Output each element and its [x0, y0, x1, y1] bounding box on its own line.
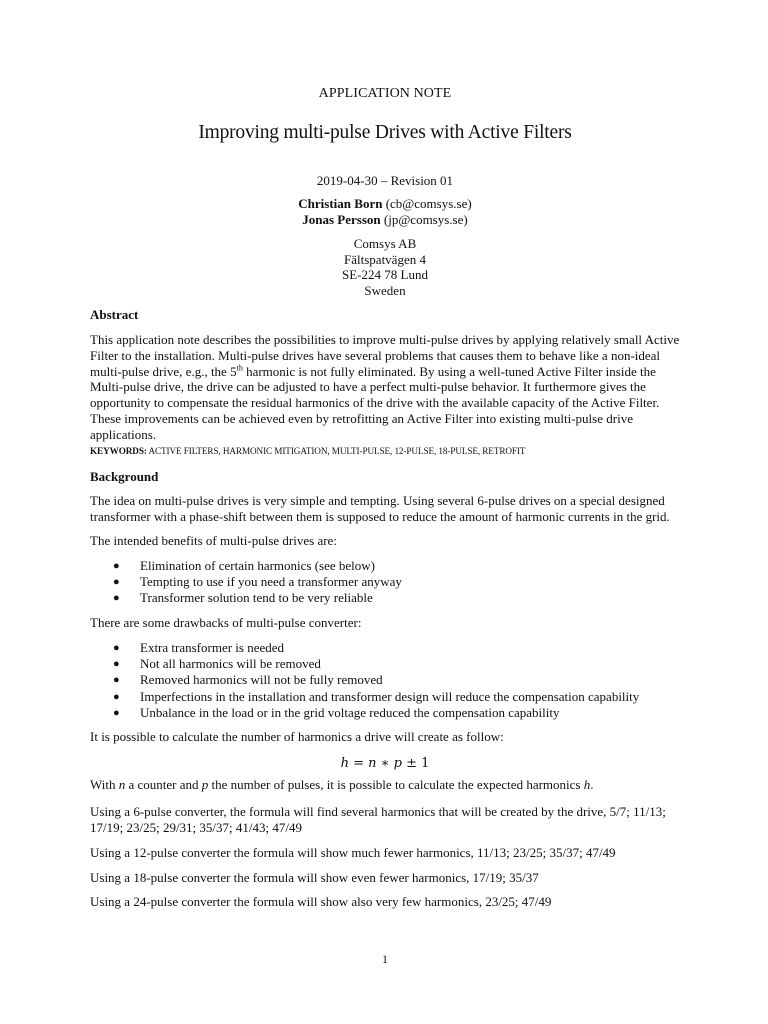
- formula-one: 1: [421, 756, 430, 771]
- background-intro: The idea on multi-pulse drives is very simple and tempting. Using several 6-pulse drives on a special designed transformer with a phase-shift between them is supposed to reduce the amount of harmonic currents in the grid.: [90, 493, 670, 524]
- drawbacks-intro: There are some drawbacks of multi-pulse converter:: [90, 615, 362, 630]
- abstract-text-part: harmonic is not fully eliminated. By using a well-tuned Active Filter inside the Multi-pulse drive, the drive can be adjusted to have a perfect multi-pulse behavior. It furthermore gives the opportunity to compensate the residual harmonics of the drive with the available capacity of the Active Filter. These improvements can be achieved even by retrofitting an Active Filter into existing multi-pulse drive applications.: [90, 363, 660, 442]
- list-item: [90, 574, 680, 590]
- formula-times: ∗: [376, 756, 394, 771]
- ordinal-superscript: th: [236, 363, 243, 373]
- pulse-12-paragraph: Using a 12-pulse converter the formula will show much fewer harmonics, 11/13; 23/25; 35/37; 47/49: [90, 845, 616, 860]
- author-entry: [90, 212, 680, 228]
- text-fragment: .: [590, 777, 594, 792]
- text-fragment: the number of pulses, it is possible to calculate the expected harmonics: [208, 777, 584, 792]
- bullet-icon: ●: [113, 706, 120, 719]
- variable-p: p: [201, 777, 209, 792]
- list-item: [90, 672, 680, 688]
- list-item-text: Extra transformer is needed: [140, 640, 285, 655]
- bullet-icon: ●: [113, 560, 120, 572]
- variable-h: h: [583, 777, 591, 792]
- pulse-18-paragraph: Using a 18-pulse converter the formula will show even fewer harmonics, 17/19; 35/37: [90, 870, 539, 885]
- list-item-text: Removed harmonics will not be fully removed: [140, 672, 383, 688]
- list-item: [90, 558, 680, 574]
- abstract-text: [90, 332, 680, 443]
- list-item-text: Transformer solution tend to be very reliable: [140, 590, 373, 606]
- author-entry: [90, 196, 680, 212]
- keywords-line: [90, 446, 680, 456]
- list-item: [90, 689, 680, 705]
- background-heading: Background: [90, 469, 159, 484]
- list-item: [90, 656, 680, 672]
- formula-n: n: [368, 756, 377, 771]
- author-name: Jonas Persson: [302, 212, 381, 227]
- text-fragment: With: [90, 777, 119, 792]
- pulse-6-paragraph: Using a 6-pulse converter, the formula will find several harmonics that will be created by the drive, 5/7; 11/13; 17/19; 23/25; 29/31; 35/37; 41/43; 47/49: [90, 804, 666, 835]
- pulse-24-paragraph: Using a 24-pulse converter the formula will show also very few harmonics, 23/25; 47/49: [90, 894, 552, 909]
- date-revision: 2019-04-30 – Revision 01: [316, 173, 454, 188]
- drawbacks-list: [90, 640, 680, 721]
- affiliation-postal: SE-224 78 Lund: [342, 267, 428, 282]
- keywords-label: KEYWORDS:: [90, 446, 147, 456]
- affiliation-country: Sweden: [364, 282, 406, 298]
- affiliation-street: Fältspatvägen 4: [344, 251, 426, 267]
- calc-intro: It is possible to calculate the number of harmonics a drive will create as follow:: [90, 729, 504, 744]
- benefits-list: [90, 558, 680, 607]
- bullet-icon: ●: [113, 576, 120, 589]
- formula-explanation: [90, 777, 680, 793]
- document-label: APPLICATION NOTE: [318, 86, 452, 101]
- author-name: Christian Born: [298, 196, 383, 211]
- document-page: [90, 0, 680, 1024]
- list-item-text: Not all harmonics will be removed: [140, 656, 321, 672]
- bullet-icon: ●: [113, 658, 120, 671]
- keywords-text: ACTIVE FILTERS, HARMONIC MITIGATION, MULTI-PULSE, 12-PULSE, 18-PULSE, RETROFIT: [146, 446, 526, 456]
- affiliation-company: Comsys AB: [353, 236, 417, 251]
- document-title: Improving multi-pulse Drives with Active Filters: [198, 122, 572, 143]
- benefits-intro: The intended benefits of multi-pulse drives are:: [90, 533, 337, 548]
- formula-equals: =: [348, 756, 369, 771]
- author-email: (cb@comsys.se): [385, 196, 472, 211]
- list-item-text: Unbalance in the load or in the grid voltage reduced the compensation capability: [140, 704, 560, 720]
- bullet-icon: ●: [113, 592, 120, 605]
- bullet-icon: ●: [113, 642, 120, 654]
- list-item: [90, 705, 680, 721]
- list-item: [90, 640, 680, 656]
- author-email: (jp@comsys.se): [383, 212, 468, 227]
- formula-h: h: [340, 756, 349, 771]
- list-item-text: Elimination of certain harmonics (see below): [140, 558, 376, 573]
- formula-p: p: [393, 756, 402, 771]
- text-fragment: a counter and: [125, 777, 202, 792]
- author-list: [90, 196, 680, 228]
- bullet-icon: ●: [113, 674, 120, 687]
- affiliation-block: [90, 236, 680, 298]
- list-item: [90, 590, 680, 606]
- list-item-text: Imperfections in the installation and transformer design will reduce the compensation capability: [140, 688, 640, 704]
- abstract-heading: Abstract: [90, 307, 139, 322]
- bullet-icon: ●: [113, 690, 120, 703]
- formula-plus-minus: ±: [401, 756, 422, 771]
- variable-n: n: [118, 777, 126, 792]
- list-item-text: Tempting to use if you need a transformer anyway: [140, 574, 402, 590]
- page-number: 1: [382, 952, 388, 966]
- abstract-text-part: This application note describes the possibilities to improve multi-pulse drives by applying relatively small Active Filter to the installation. Multi-pulse drives have several problems that causes them to behave like a non-ideal multi-pulse drive, e.g., the 5: [90, 332, 680, 379]
- harmonic-formula: [90, 756, 680, 771]
